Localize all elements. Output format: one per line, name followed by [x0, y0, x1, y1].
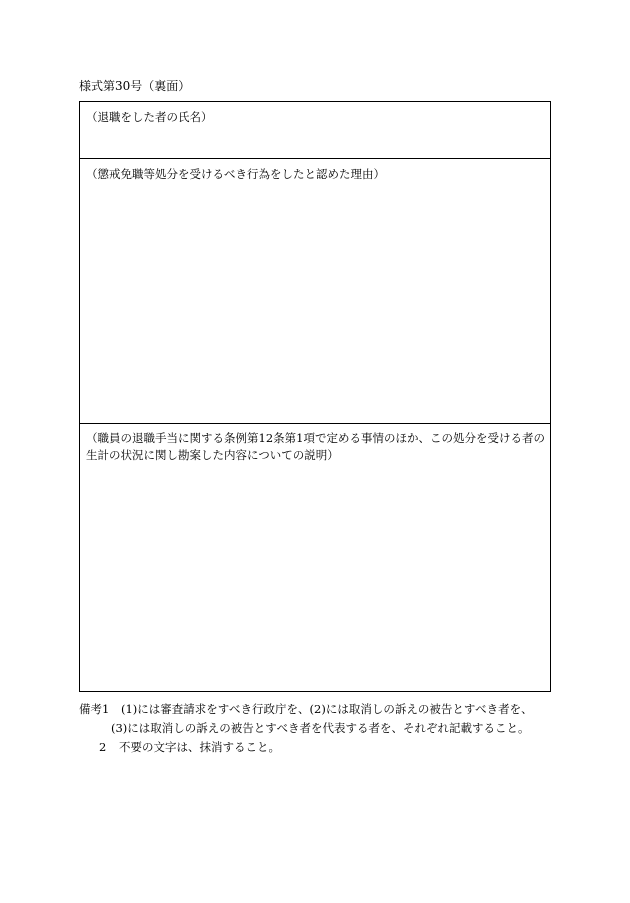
section-disciplinary-reason — [80, 159, 550, 424]
note-item-2-text: 不要の文字は、抹消すること。 — [119, 740, 280, 754]
form-title: 様式第30号（裏面） — [79, 79, 191, 93]
note-item-1-text-1: (1)には審査請求をすべき行政庁を、(2)には取消しの訴えの被告とすべき者を、 — [121, 702, 533, 716]
note-item-1-text-2: (3)には取消しの訴えの被告とすべき者を代表する者を、それぞれ記載すること。 — [111, 721, 530, 735]
note-item-2-number: 2 — [99, 740, 107, 754]
section-label-disciplinary-reason: （懲戒免職等処分を受けるべき行為をしたと認めた理由） — [86, 167, 385, 181]
section-label-circumstances-line2: 生計の状況に関し勘案した内容についての説明） — [86, 448, 339, 462]
form-box — [79, 101, 551, 692]
section-retiree-name — [80, 102, 550, 159]
section-label-circumstances-line1: （職員の退職手当に関する条例第12条第1項で定める事情のほか、この処分を受ける者の — [86, 431, 545, 445]
notes-heading: 備考1 — [79, 702, 110, 716]
section-circumstances-explanation — [80, 424, 550, 691]
section-label-retiree-name: （退職をした者の氏名） — [86, 110, 213, 124]
